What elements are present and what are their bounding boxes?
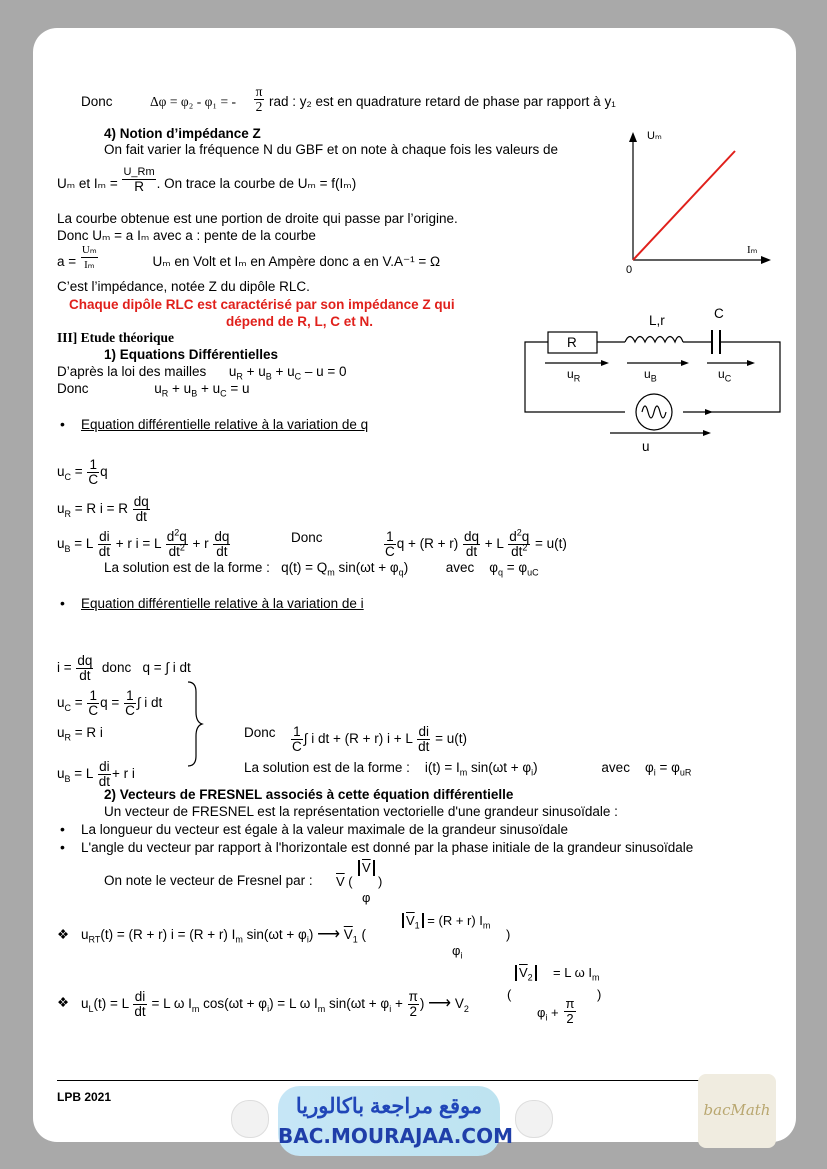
circuit-label-C: C <box>714 306 724 321</box>
uc-equation: $u_C$ = $\frac{1}{C}$ q <box>57 457 108 487</box>
ub-i-equation: $u_B = L$ $\frac{di}{dt}$ + r i <box>57 759 135 789</box>
footer-rule <box>57 1080 770 1081</box>
site-logo[interactable] <box>278 1086 513 1156</box>
ur-equation: $u_R = R$ i = R $\frac{dq}{dt}$ <box>57 494 149 524</box>
fresnel-bullet-2: L'angle du vecteur par rapport à l'horizontale est donné par la phase initiale de la grandeur sinusoïdale <box>81 840 694 855</box>
section-fresnel-title: 2) Vecteurs de FRESNEL associés à cette équation différentielle <box>104 787 514 802</box>
donc-i: Donc <box>244 725 276 740</box>
bullet: • <box>60 595 65 611</box>
solution-i: La solution est de la forme : $i(t) = I_m$ $\sin(\omega t + \varphi_i)$ avec $\varphi_i = \varphi_{uR}$ <box>244 760 692 778</box>
section-4-p5: a = $\frac{\text{Uₘ}}{\text{Iₘ}}$ Uₘ en Volt et Iₘ en Ampère donc a en V.A⁻¹ = Ω <box>57 244 441 271</box>
circuit-label-uB: $u_B$ <box>644 367 657 384</box>
uc-i-equation: $u_C$ = $\frac{1}{C}$ q = $\frac{1}{C}$ ∫ i dt <box>57 688 163 718</box>
circuit-label-uC: $u_C$ <box>718 367 732 384</box>
graph-y-arrow <box>629 132 637 142</box>
section-3-title: III] Etude théorique <box>57 330 175 345</box>
mailles-donc: Donc $u_R + u_B + u_C = u$ <box>57 381 250 399</box>
section-3-sub1: 1) Equations Différentielles <box>104 347 279 362</box>
circuit-label-uR: $u_R$ <box>567 367 581 384</box>
fresnel-v1-notation: $\overline{V}_1 = (R + r)$ $I_m$ ) $\varphi_i$ <box>402 913 490 929</box>
graph-origin: 0 <box>626 264 633 276</box>
solution-q: La solution est de la forme : $q(t) = Q_m$ $\sin(\omega t + \varphi_q)$ avec $\varphi_q = \varphi_{uC}$ <box>104 560 539 578</box>
site-name: BAC.MOURAJAA.COM <box>278 1124 513 1148</box>
logo-icon-right <box>515 1100 553 1138</box>
section-4-p3: La courbe obtenue est une portion de droite qui passe par l’origine. <box>57 211 458 226</box>
bullet: • <box>60 821 65 837</box>
red-statement-2: dépend de R, L, C et N. <box>226 314 374 329</box>
fresnel-definition: Un vecteur de FRESNEL est la représentation vectorielle d'une grandeur sinusoïdale : <box>104 804 618 819</box>
equation-q-heading: Equation différentielle relative à la variation de q <box>81 417 369 432</box>
ub-equation: $u_B = L$ $\frac{di}{dt}$ + r i = L $\frac{d^2q}{dt^2}$ + r $\frac{dq}{dt}$ <box>57 527 230 559</box>
ur-i-equation: $u_R = R$ i <box>57 725 103 743</box>
logo-icon-left <box>231 1100 269 1138</box>
fresnel-note: On note le vecteur de Fresnel par : <box>104 873 313 888</box>
graph-x-arrow <box>761 256 771 264</box>
diff-eq-q: $\frac{1}{C}$ q + (R + r) $\frac{dq}{dt}$ + L $\frac{d^2q}{dt^2}$ = u(t) <box>385 527 567 559</box>
section-4-p2: Uₘ et Iₘ = $\frac{U\_Rm}{R}$ . On trace la courbe de Uₘ = f(Iₘ) <box>57 166 357 194</box>
section-4-p1: On fait varier la fréquence N du GBF et on note à chaque fois les valeurs de <box>104 142 559 157</box>
bullet: • <box>60 416 65 432</box>
circuit-label-R: R <box>567 335 577 350</box>
curly-brace <box>184 680 204 770</box>
pi-fraction: π 2 <box>255 84 263 114</box>
circuit-label-L: L,r <box>649 313 665 328</box>
bacmath-badge: bacMath <box>698 1074 776 1148</box>
phase-difference: Δφ = φ₂ - φ₁ = - <box>150 94 236 109</box>
diff-eq-i: $\frac{1}{C}$ ∫ i dt + (R + r) i + L $\frac{di}{dt}$ = u(t) <box>292 724 468 754</box>
site-name-ar: موقع مراجعة باكالوريا <box>295 1095 483 1118</box>
fresnel-line-1: $u_{RT}(t) = (R + r) i = (R + r)$ $I_m$ $\sin(\omega t + \varphi_i)$ ⟶ $\overline{V}_1$ ( <box>81 926 367 945</box>
section-4-p6: C’est l’impédance, notée Z du dipôle RLC. <box>57 279 310 294</box>
i-equation: i = $\frac{dq}{dt}$ donc q = ∫ i dt <box>57 653 191 683</box>
diamond-bullet: ❖ <box>57 927 70 942</box>
diamond-bullet: ❖ <box>57 995 70 1010</box>
top-donc: Donc <box>81 94 113 109</box>
section-4-p4: Donc Uₘ = a Iₘ avec a : pente de la courbe <box>57 228 316 243</box>
graph-y-label: Uₘ <box>647 130 662 142</box>
fresnel-bullet-1: La longueur du vecteur est égale à la valeur maximale de la grandeur sinusoïdale <box>81 822 569 837</box>
bullet: • <box>60 839 65 855</box>
donc-q: Donc <box>291 530 323 545</box>
top-rest: rad : y₂ est en quadrature retard de phase par rapport à y₁ <box>269 94 616 109</box>
footer-left: LPB 2021 <box>57 1090 112 1104</box>
graph-x-label: Iₘ <box>747 244 758 256</box>
coil <box>625 337 683 343</box>
section-4-title: 4) Notion d’impédance Z <box>104 126 261 141</box>
fresnel-line-2: $u_L(t) = L$ $\frac{di}{dt}$ = L ω $I_m$ $\cos(\omega t + \varphi_i) = L$ ω $I_m$ $\sin(\omega t + \varphi_i$ + $\frac{\pi}{2}$ ) ⟶ $V_2$ <box>81 989 469 1019</box>
red-statement-1: Chaque dipôle RLC est caractérisé par son impédance Z qui <box>69 297 455 312</box>
mailles-law: D’après la loi des mailles $u_R + u_B + u_C - u = 0$ <box>57 364 347 382</box>
equation-i-heading: Equation différentielle relative à la variation de i <box>81 596 364 611</box>
circuit-label-u: u <box>642 439 650 454</box>
graph-line <box>633 151 735 260</box>
